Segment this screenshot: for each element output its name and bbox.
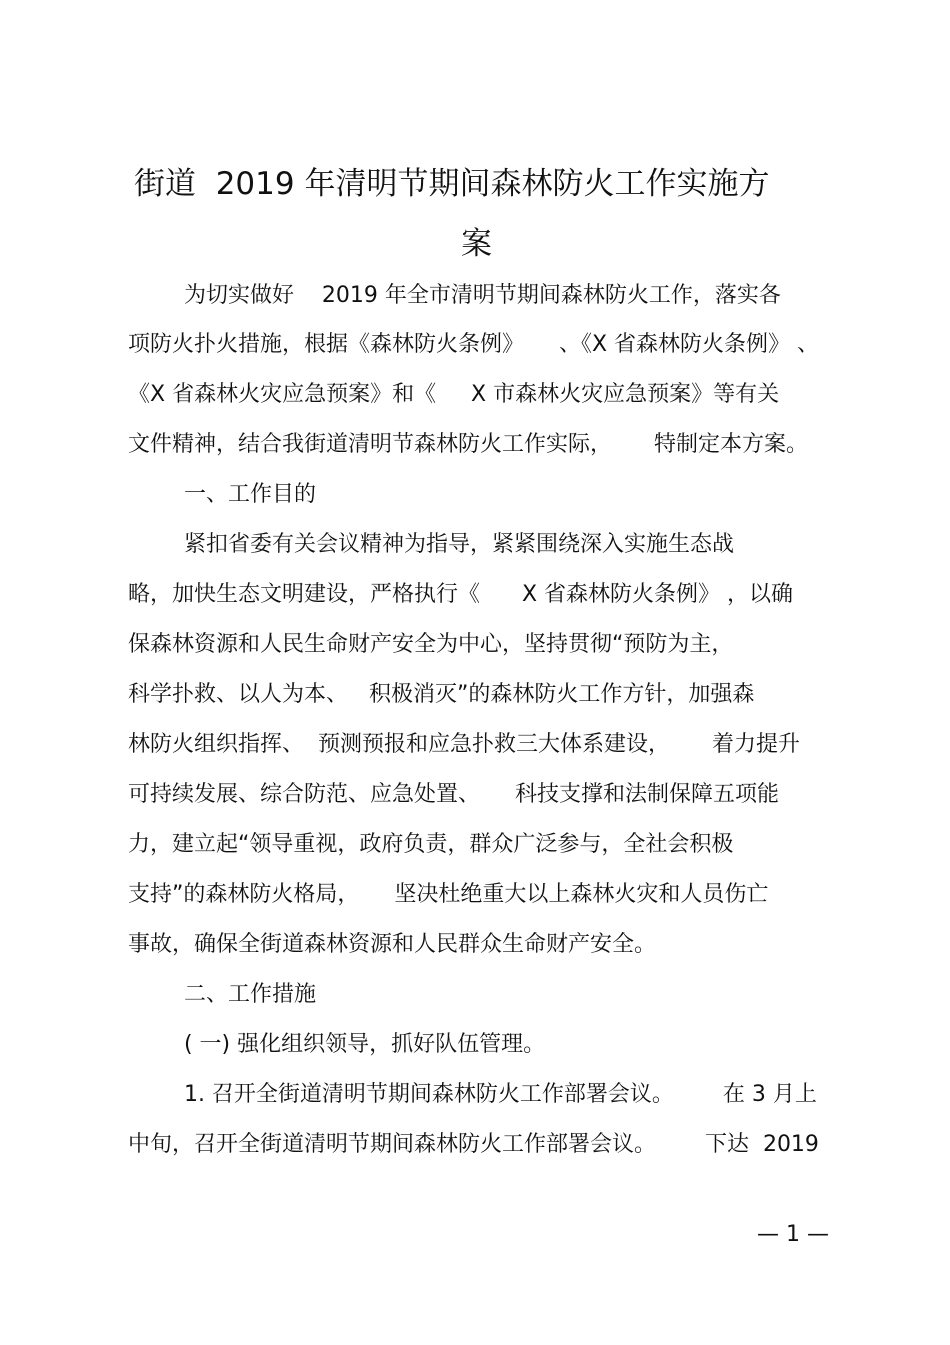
body-line: 紧扣省委有关会议精神为指导，紧紧围绕深入实施生态战 [128,532,734,557]
body-line: 科学扑救、以人为本、 积极消灭”的森林防火工作方针，加强森 [128,682,755,707]
body-line: 《X 省森林火灾应急预案》和《 X 市森林火灾应急预案》等有关 [128,382,780,407]
body-line: 力，建立起“领导重视，政府负责，群众广泛参与，全社会积极 [128,832,734,857]
body-line: 事故，确保全街道森林资源和人民群众生命财产安全。 [128,932,657,957]
document-title-line-2: 案 [461,226,492,262]
section-heading: 二、工作措施 [128,982,316,1007]
body-line: 可持续发展、综合防范、应急处置、 科技支撑和法制保障五项能 [128,782,779,807]
body-line: 保森林资源和人民生命财产安全为中心，坚持贯彻“预防为主， [128,632,734,657]
subsection-heading: ( 一) 强化组织领导，抓好队伍管理。 [128,1032,546,1057]
body-line: 文件精神，结合我街道清明节森林防火工作实际， 特制定本方案。 [128,432,808,457]
body-line: 1. 召开全街道清明节期间森林防火工作部署会议。 在 3 月上 [128,1082,817,1107]
body-line: 林防火组织指挥、 预测预报和应急扑救三大体系建设， 着力提升 [128,732,800,757]
document-title-line-1: 街道 2019 年清明节期间森林防火工作实施方 [134,166,770,202]
body-line: 为切实做好 2019 年全市清明节期间森林防火工作，落实各 [128,283,781,308]
body-line: 中旬，召开全街道清明节期间森林防火工作部署会议。 下达 2019 [128,1132,819,1157]
body-line: 项防火扑火措施，根据《森林防火条例》 、《X 省森林防火条例》 、 [128,332,820,357]
body-line: 支持”的森林防火格局， 坚决杜绝重大以上森林火灾和人员伤亡 [128,882,769,907]
body-line: 略，加快生态文明建设，严格执行《 X 省森林防火条例》 ，以确 [128,582,794,607]
page-number: — 1 — [757,1222,829,1247]
section-heading: 一、工作目的 [128,482,316,507]
